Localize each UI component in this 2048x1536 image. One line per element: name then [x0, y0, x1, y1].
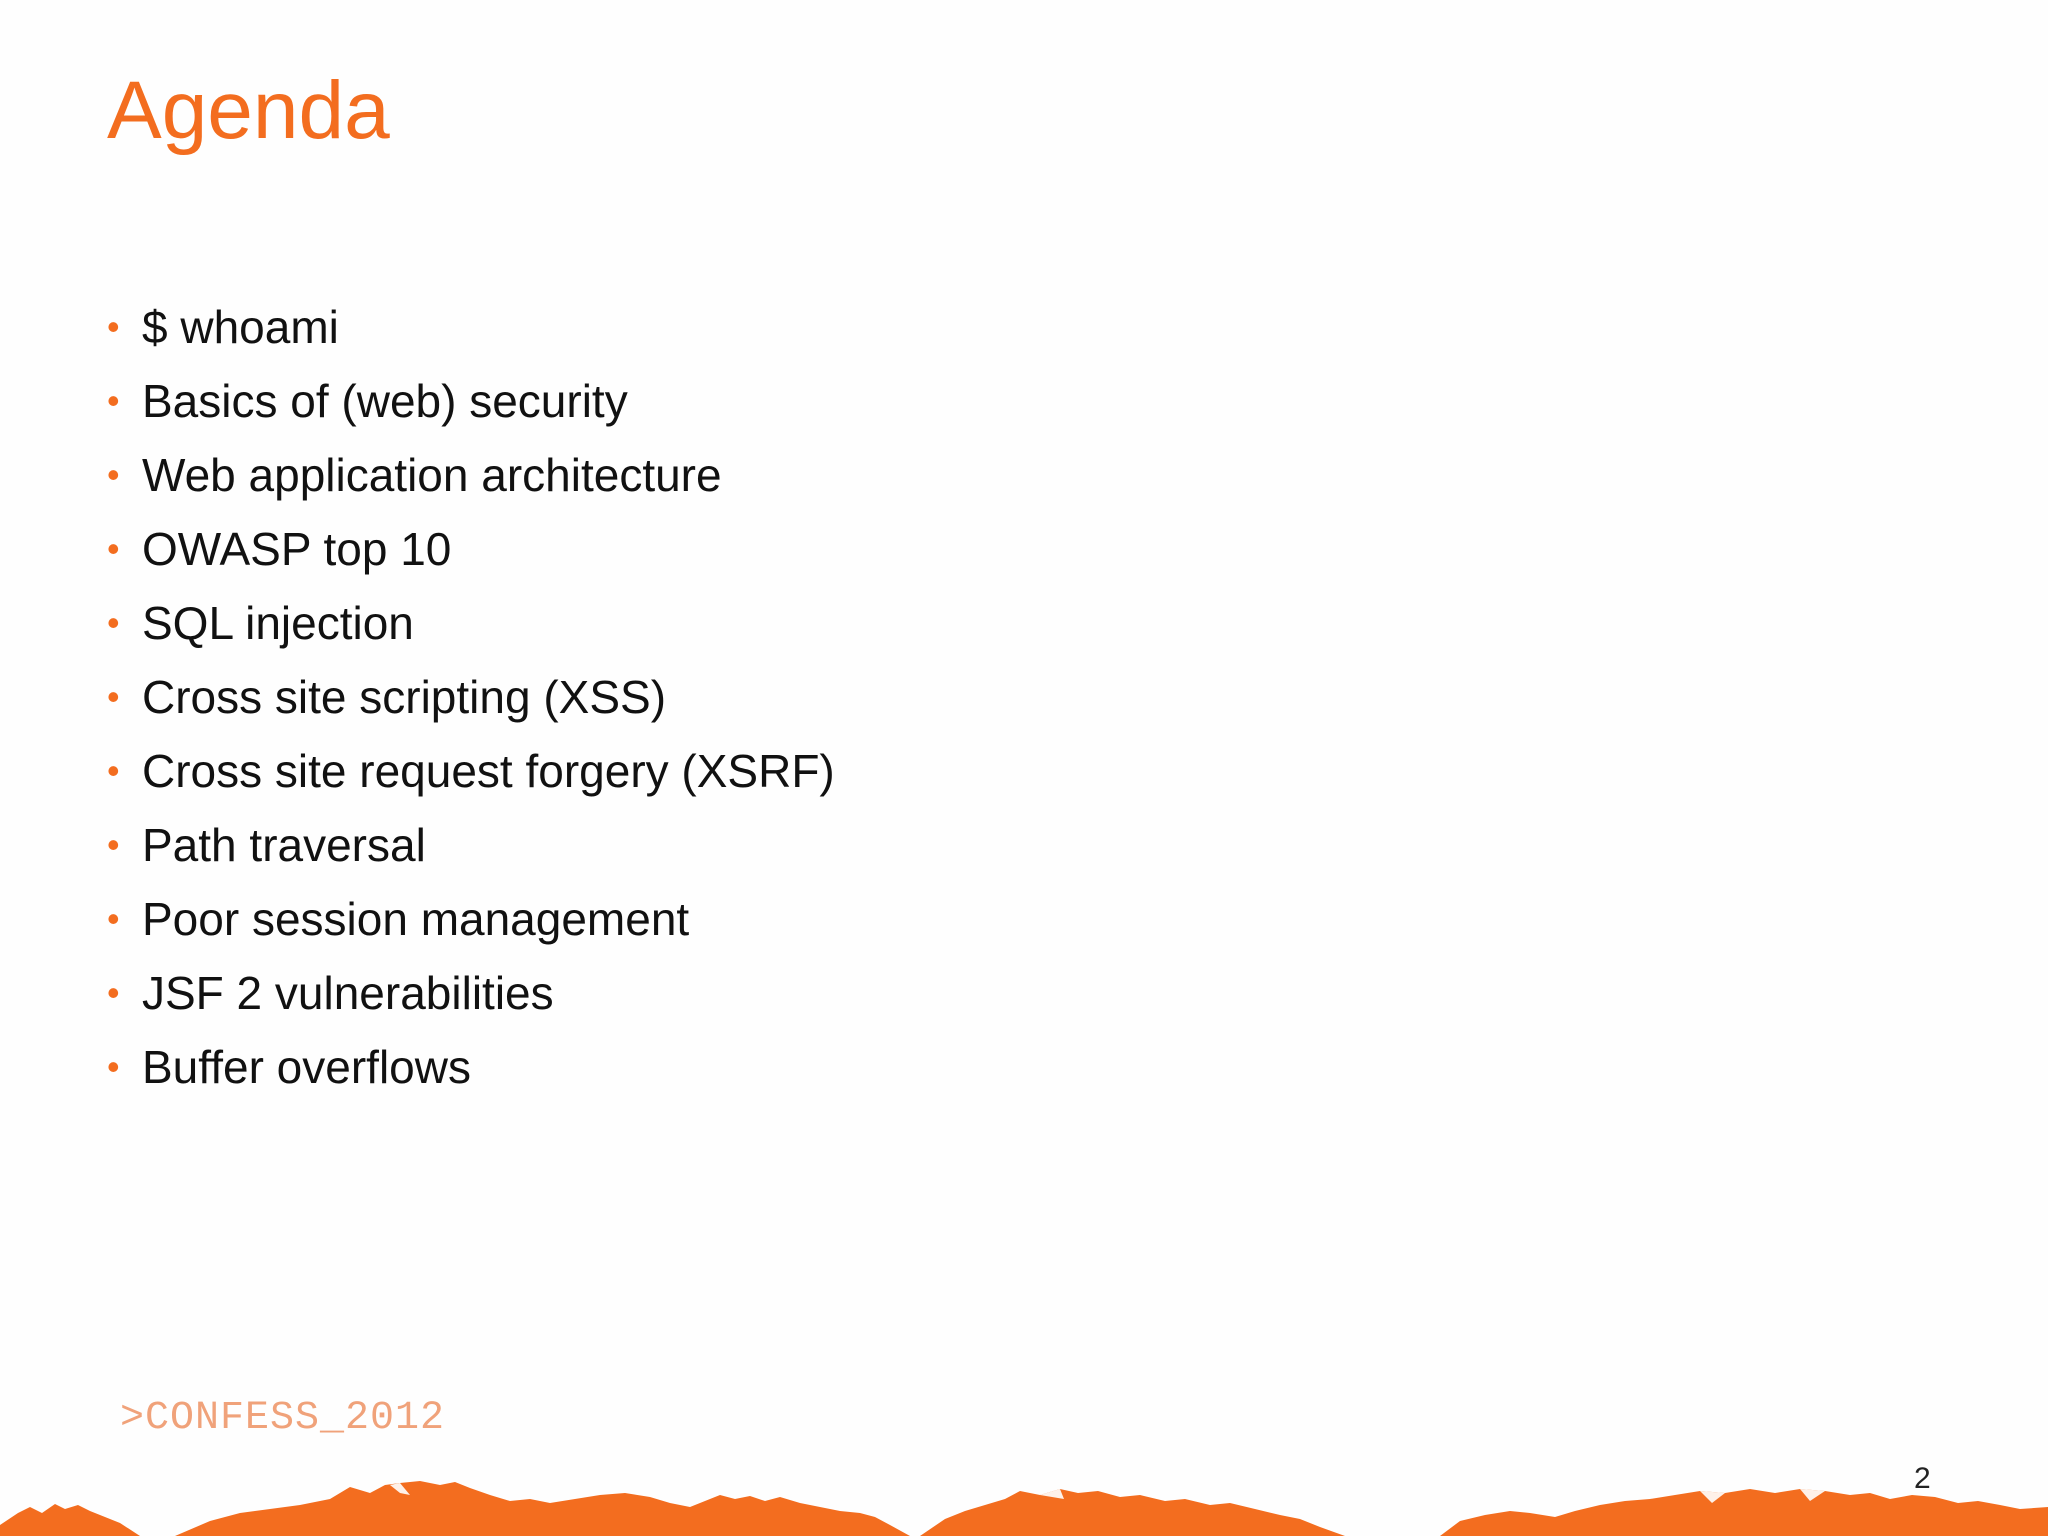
list-item [107, 512, 835, 586]
agenda-list [107, 290, 835, 1104]
list-item [107, 586, 835, 660]
list-item-label: Poor session management [142, 893, 690, 945]
bullet-icon: • [107, 676, 120, 717]
bullet-icon: • [107, 972, 120, 1013]
bullet-icon: • [107, 306, 120, 347]
list-item-label: Path traversal [142, 819, 426, 871]
slide-title: Agenda [107, 65, 390, 156]
footer-brand-logo: >CONFESS_2012 [120, 1396, 446, 1441]
bullet-icon: • [107, 602, 120, 643]
list-item [107, 956, 835, 1030]
bullet-icon: • [107, 528, 120, 569]
list-item-label: $ whoami [142, 301, 339, 353]
list-item [107, 438, 835, 512]
list-item-label: Basics of (web) security [142, 375, 628, 427]
bullet-icon: • [107, 898, 120, 939]
list-item [107, 882, 835, 956]
list-item [107, 1030, 835, 1104]
bullet-icon: • [107, 824, 120, 865]
page-number: 2 [1914, 1462, 1931, 1495]
mountain-icon [0, 1504, 140, 1536]
list-item-label: Web application architecture [142, 449, 722, 501]
list-item [107, 734, 835, 808]
list-item [107, 364, 835, 438]
bullet-icon: • [107, 1046, 120, 1087]
list-item-label: Cross site scripting (XSS) [142, 671, 667, 723]
list-item [107, 808, 835, 882]
list-item [107, 290, 835, 364]
list-item-label: SQL injection [142, 597, 414, 649]
bullet-icon: • [107, 454, 120, 495]
list-item [107, 660, 835, 734]
bullet-icon: • [107, 750, 120, 791]
list-item-label: Buffer overflows [142, 1041, 471, 1093]
list-item-label: Cross site request forgery (XSRF) [142, 745, 835, 797]
mountain-range-decoration [0, 1455, 2048, 1536]
list-item-label: JSF 2 vulnerabilities [142, 967, 554, 1019]
mountain-icon [1440, 1489, 2048, 1536]
list-item-label: OWASP top 10 [142, 523, 452, 575]
bullet-icon: • [107, 380, 120, 421]
mountain-icon [920, 1489, 1345, 1536]
mountain-icon [175, 1481, 910, 1536]
